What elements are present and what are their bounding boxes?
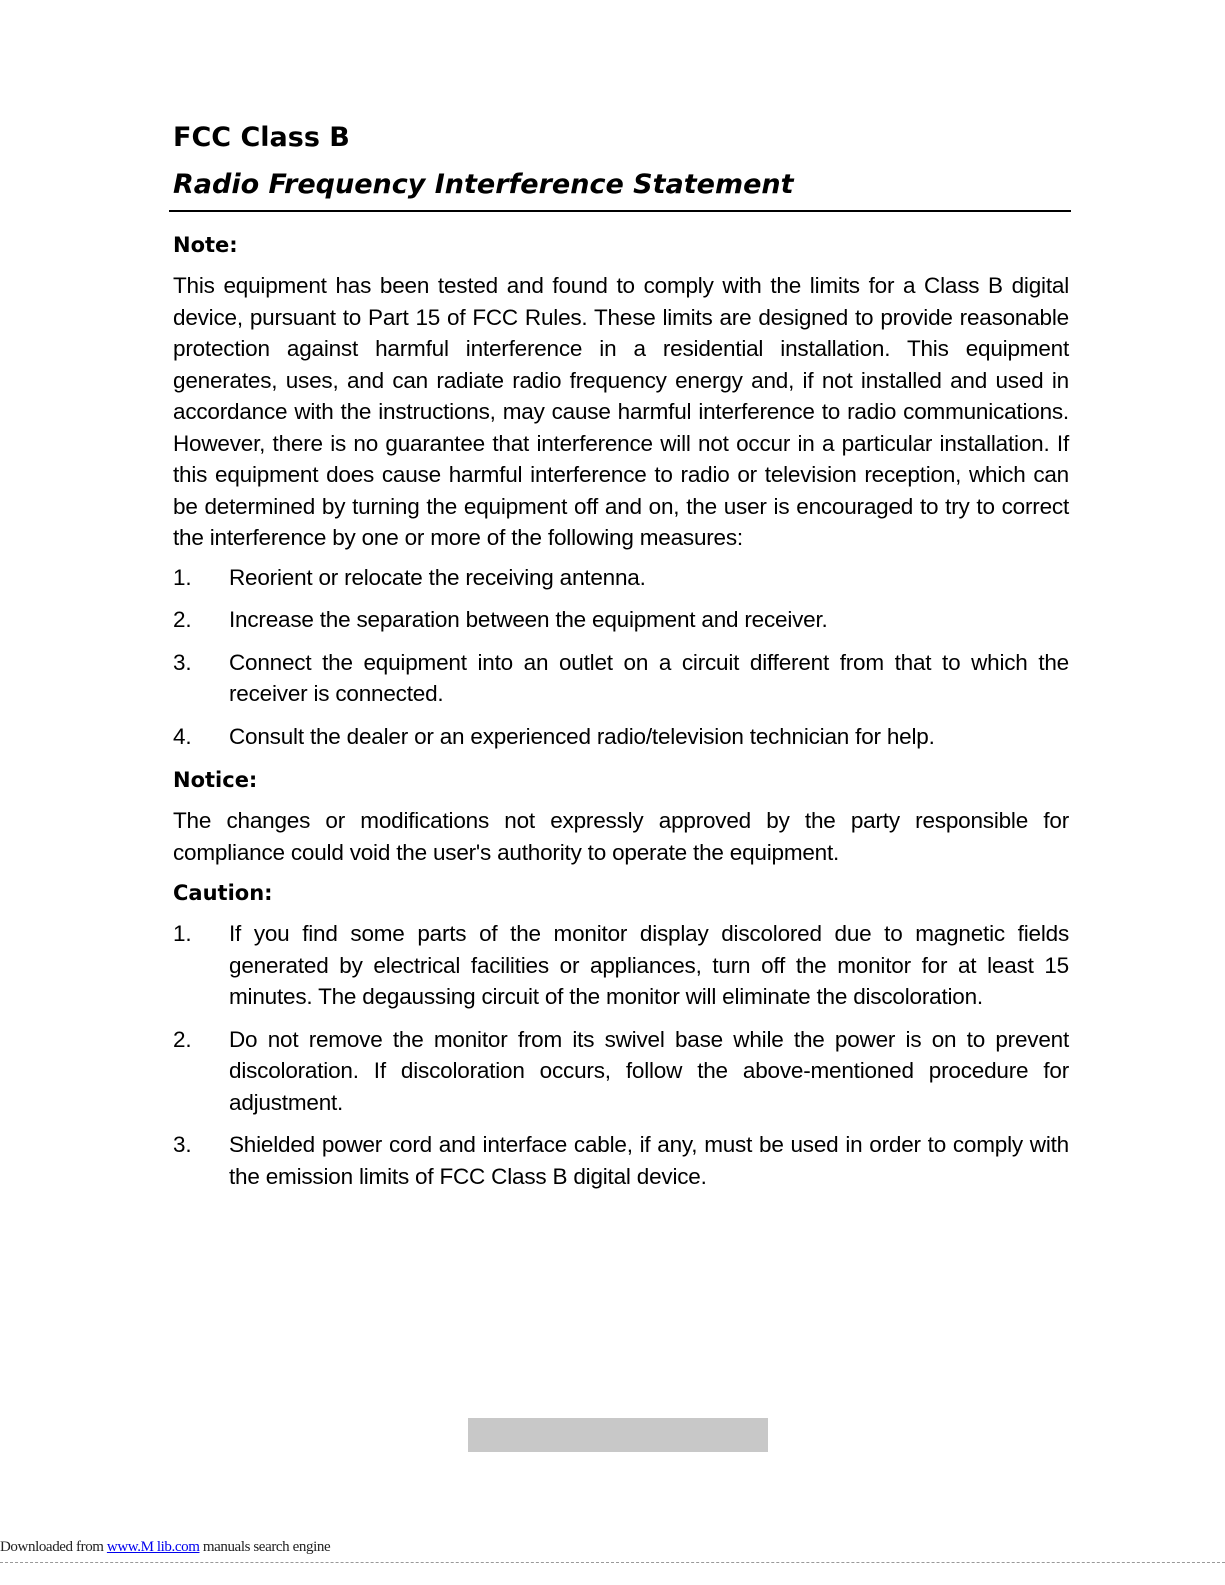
list-text: Consult the dealer or an experienced radio/television technician for help. [229, 723, 935, 749]
notice-heading: Notice: [173, 768, 258, 792]
list-text: Connect the equipment into an outlet on a circuit different from that to which the receiver is connected. [229, 649, 1069, 706]
page-number-placeholder [468, 1418, 768, 1452]
notice-paragraph: The changes or modifications not expressly approved by the party responsible for compliance could void the user's authority to operate the equipment. [173, 808, 1069, 865]
list-item [173, 1129, 1069, 1192]
download-footer [0, 1539, 330, 1556]
list-item [173, 918, 1069, 1013]
list-text: Do not remove the monitor from its swivel base while the power is on to prevent discoloration. If discoloration occurs, follow the above-mentioned procedure for adjustment. [229, 1026, 1069, 1115]
page-title: FCC Class B [173, 122, 350, 153]
list-number: 4. [173, 723, 192, 749]
list-item [173, 562, 1069, 594]
list-number: 2. [173, 1026, 192, 1052]
list-text: If you find some parts of the monitor display discolored due to magnetic fields generated by electrical facilities or appliances, turn off the monitor for at least 15 minutes. The degaussing circuit of the monitor will eliminate the discoloration. [229, 921, 1069, 1009]
download-prefix: Downloaded from [0, 1539, 107, 1555]
list-item [173, 1024, 1069, 1119]
page-subtitle: Radio Frequency Interference Statement [173, 169, 794, 200]
list-number: 1. [173, 921, 192, 946]
download-link[interactable]: www.M lib.com [106, 1539, 200, 1555]
list-text: Shielded power cord and interface cable, if any, must be used in order to comply with the emission limits of FCC Class B digital device. [229, 1132, 1069, 1189]
note-paragraph: This equipment has been tested and found to comply with the limits for a Class B digital device, pursuant to Part 15 of FCC Rules. These limits are designed to provide reasonable protection against harmful interference in a residential installation. This equipment generates, uses, and can radiate radio frequency energy and, if not installed and used in accordance with the instructions, may cause harmful interference to radio communications. However, there is no guarantee that interference will not occur in a particular installation. If this equipment does cause harmful interference to radio or television reception, which can be determined by turning the equipment off and on, the user is encouraged to try to correct the interference by one or more of the following measures: [173, 273, 1069, 550]
footer-divider [0, 1562, 1225, 1563]
caution-list [173, 918, 1069, 1192]
list-number: 1. [173, 564, 192, 590]
measures-list [173, 562, 1069, 753]
download-suffix: manuals search engine [199, 1539, 331, 1555]
list-number: 3. [173, 649, 192, 675]
list-text: Increase the separation between the equipment and receiver. [229, 607, 828, 632]
list-number: 2. [173, 607, 192, 632]
list-text: Reorient or relocate the receiving antenna. [229, 564, 646, 590]
document-page [173, 118, 1069, 1203]
title-divider [169, 210, 1071, 212]
list-item [173, 721, 1069, 753]
list-item [173, 604, 1069, 636]
list-number: 3. [173, 1132, 192, 1157]
list-item [173, 647, 1069, 710]
caution-heading: Caution: [173, 881, 273, 905]
note-heading: Note: [173, 233, 238, 257]
